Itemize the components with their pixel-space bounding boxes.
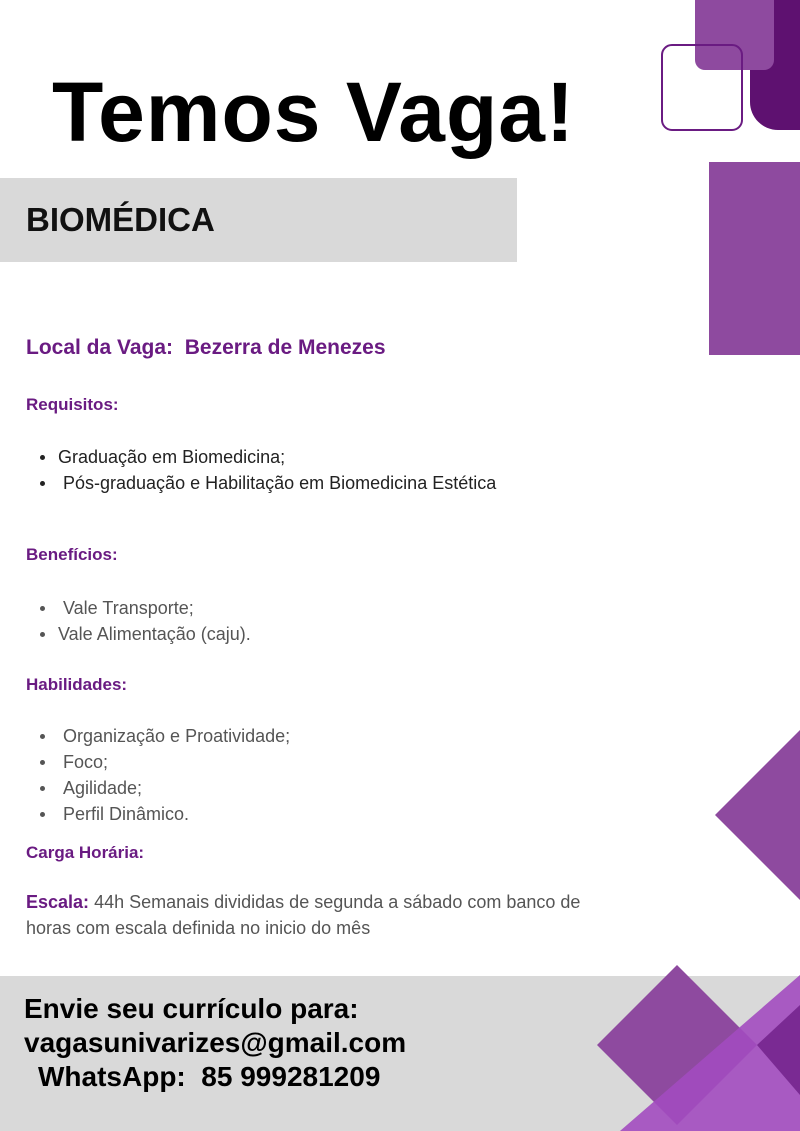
benefits-heading: Benefícios: [26,545,118,564]
contact-email[interactable]: vagasunivarizes@gmail.com [24,1027,407,1058]
escala-label: Escala: [26,892,90,912]
list-item: Pós-graduação e Habilitação em Biomedicina Estética [38,470,496,496]
list-item: Agilidade; [38,775,290,801]
escala-text: 44h Semanais divididas de segunda a sábado com banco de horas com escala definida no inicio do mês [26,892,581,938]
schedule-heading: Carga Horária: [26,843,145,862]
list-item: Perfil Dinâmico. [38,801,290,827]
list-item: Foco; [38,749,290,775]
list-item: Graduação em Biomedicina; [38,444,496,470]
list-item: Vale Transporte; [38,595,251,621]
location-value: Bezerra de Menezes [184,336,386,359]
skills-heading: Habilidades: [26,675,128,694]
requirements-heading: Requisitos: [26,395,119,414]
list-item: Organização e Proatividade; [38,723,290,749]
list-item: Vale Alimentação (caju). [38,621,251,647]
contact-line1: Envie seu currículo para: [24,993,359,1024]
contact-info [24,992,406,1094]
location-label: Local da Vaga: [26,336,174,359]
contact-whatsapp[interactable]: WhatsApp: 85 999281209 [38,1061,381,1092]
page-title: Temos Vaga! [52,65,575,159]
role-title: BIOMÉDICA [26,201,215,238]
